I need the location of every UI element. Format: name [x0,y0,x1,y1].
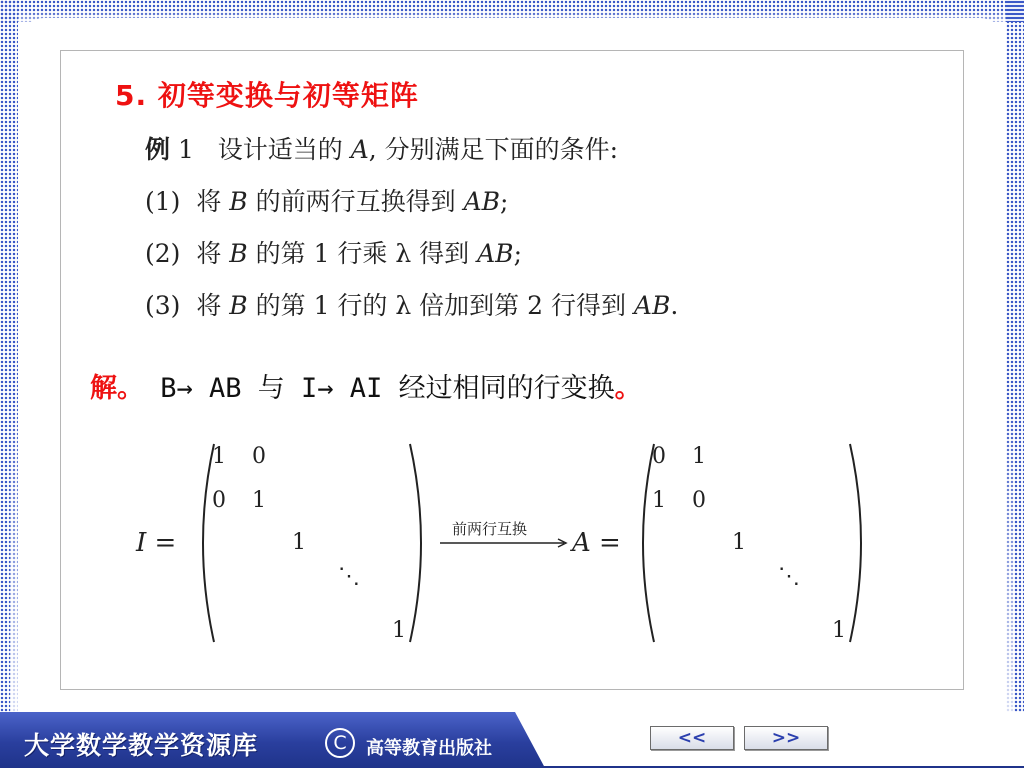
matrix-cell: 1 [212,444,226,469]
transform-arrow [438,536,572,550]
matrix-cell: 1 [392,618,406,643]
condition-end: . [670,291,679,320]
footer-bar [0,712,1024,768]
matrix-a-left-paren [628,440,658,646]
condition-end: ; [500,187,509,216]
condition-number: (1) [145,187,181,216]
condition-number: (2) [145,239,181,268]
matrix-cell: 1 [832,618,846,643]
condition-var: B [229,239,248,268]
matrix-a-right-paren [846,440,876,646]
example-intro-text: 设计适当的 [217,135,343,164]
solution-text: B→ AB 与 I→ AI 经过相同的行变换 [144,373,615,404]
condition-end: ; [513,239,522,268]
matrix-cell: 0 [252,444,266,469]
condition-var: B [229,187,248,216]
equation-rhs: A = [572,528,621,558]
condition-text: 的第 1 行乘 λ 得到 [255,239,470,268]
matrix-cell: 0 [652,444,666,469]
solution-label: 解。 [90,373,144,404]
footer-publisher: 高等教育出版社 [366,738,492,759]
condition-text: 将 [196,187,222,216]
condition-var: AB [477,239,514,268]
arrow-label: 前两行互换 [452,520,528,538]
matrix-dots: ⋱ [338,564,360,589]
prev-page-button[interactable]: << [650,726,734,750]
matrix-dots: ⋱ [778,564,800,589]
matrix-i-right-paren [406,440,436,646]
copyright-icon: C [325,728,355,758]
matrix-cell: 0 [212,488,226,513]
matrix-cell: 0 [692,488,706,513]
example-label: 例 [145,135,171,164]
condition-text: 的第 1 行的 λ 倍加到第 2 行得到 [255,291,626,320]
matrix-cell: 1 [732,530,746,555]
example-var-a: A [350,135,369,164]
matrix-i-left-paren [188,440,218,646]
condition-var: B [229,291,248,320]
matrix-cell: 1 [292,530,306,555]
solution-end-mark: 。 [614,373,642,404]
example-number: 1 [177,135,194,164]
condition-text: 的前两行互换得到 [255,187,456,216]
condition-number: (3) [145,291,181,320]
matrix-cell: 1 [692,444,706,469]
condition-text: 将 [196,291,222,320]
footer-title: 大学数学教学资源库 [24,731,259,760]
section-title: 5. 初等变换与初等矩阵 [115,79,419,112]
condition-text: 将 [196,239,222,268]
condition-var: AB [463,187,501,216]
condition-var: AB [633,291,671,320]
next-page-button[interactable]: >> [744,726,828,750]
matrix-cell: 1 [252,488,266,513]
example-intro-text-2: , 分别满足下面的条件: [368,135,619,164]
matrix-cell: 1 [652,488,666,513]
equation-lhs: I = [136,528,177,558]
